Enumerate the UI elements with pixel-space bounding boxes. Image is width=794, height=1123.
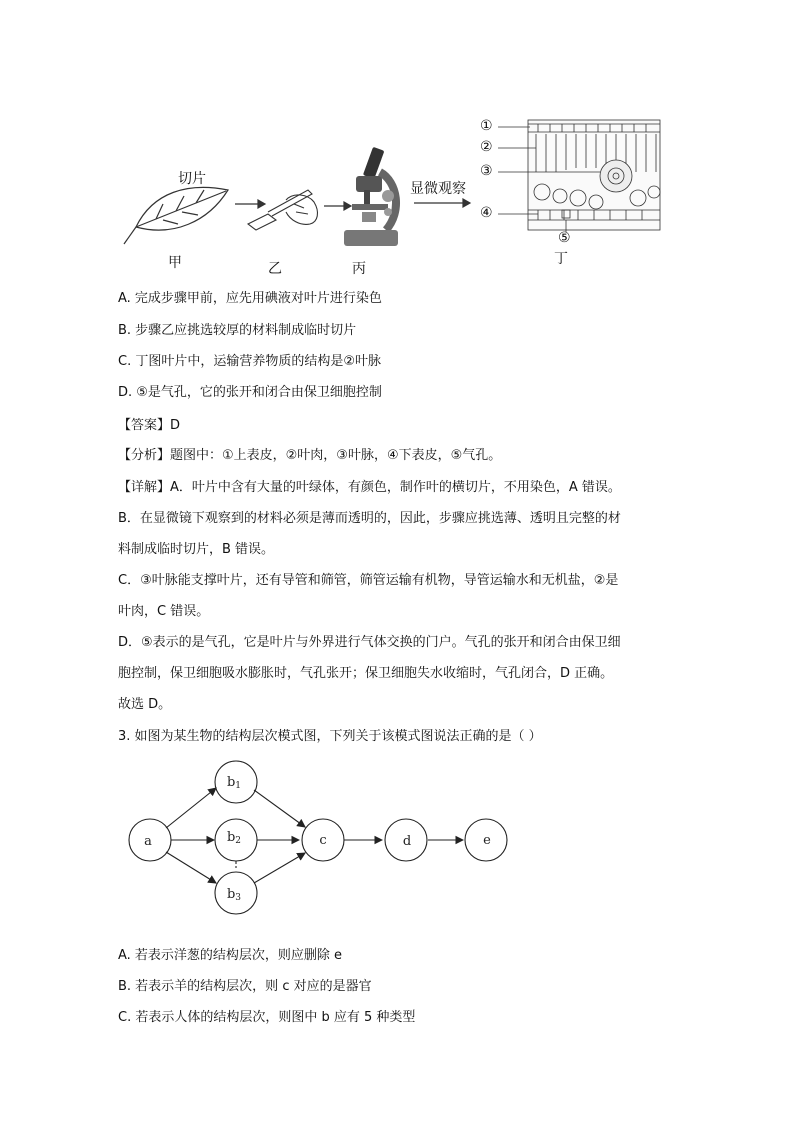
- node-e-label: e: [483, 833, 491, 848]
- detail-line: C．③叶脉能支撑叶片，还有导管和筛管，筛管运输有机物，导管运输水和无机盐，②是: [118, 573, 619, 588]
- structure-level-diagram: [118, 755, 518, 925]
- marker-5: ⑤: [558, 230, 571, 246]
- q2-option-a: A. 完成步骤甲前，应先用碘液对叶片进行染色: [118, 291, 382, 306]
- edge-a-b1: [166, 788, 216, 828]
- leaf-cross-section-drawing: [498, 120, 660, 232]
- microscope-observe-label: 显微观察: [410, 181, 466, 197]
- node-c-label: c: [319, 833, 327, 848]
- edge-b1-c: [254, 790, 305, 827]
- q2-option-c: C. 丁图叶片中，运输营养物质的结构是②叶脉: [118, 354, 381, 369]
- q3-option-a: A. 若表示洋葱的结构层次，则应删除 e: [118, 948, 343, 963]
- q2-option-b: B. 步骤乙应挑选较厚的材料制成临时切片: [118, 323, 357, 338]
- edge-a-b3: [166, 852, 216, 883]
- marker-4: ④: [480, 205, 493, 221]
- answer-line: 【答案】D: [118, 418, 181, 433]
- detail-line: 叶肉，C 错误。: [118, 604, 210, 619]
- q3-option-c: C. 若表示人体的结构层次，则图中 b 应有 5 种类型: [118, 1010, 416, 1025]
- structure-level-svg: [118, 755, 518, 925]
- node-d-label: d: [402, 834, 412, 849]
- node-b2-label: b2: [226, 830, 242, 846]
- step-jia-label: 甲: [168, 255, 182, 271]
- detail-line: 料制成临时切片，B 错误。: [118, 542, 275, 557]
- arrow-2: [324, 202, 351, 210]
- leaf-experiment-drawing: [118, 112, 678, 277]
- detail-line: 故选 D。: [118, 697, 172, 712]
- edge-b3-c: [254, 853, 305, 883]
- arrow-1: [235, 200, 265, 208]
- node-b1-label: b1: [226, 775, 242, 791]
- step-ding-label: 丁: [554, 251, 568, 267]
- marker-1: ①: [480, 118, 493, 134]
- leaf-drawing: [124, 187, 228, 244]
- node-b3-label: b3: [226, 887, 242, 903]
- q2-option-d: D. ⑤是气孔，它的张开和闭合由保卫细胞控制: [118, 385, 382, 400]
- slicing-hand-drawing: [248, 190, 317, 230]
- slice-label: 切片: [178, 171, 206, 187]
- marker-2: ②: [480, 139, 493, 155]
- analysis-line: 【分析】题图中：①上表皮，②叶肉，③叶脉，④下表皮，⑤气孔。: [118, 448, 502, 463]
- detail-line: 胞控制，保卫细胞吸水膨胀时，气孔张开；保卫细胞失水收缩时，气孔闭合，D 正确。: [118, 666, 614, 681]
- microscope-drawing: [344, 147, 398, 246]
- q3-stem: 3. 如图为某生物的结构层次模式图，下列关于该模式图说法正确的是（ ）: [118, 729, 542, 744]
- leaf-experiment-figure: [118, 112, 678, 277]
- step-bing-label: 丙: [352, 261, 366, 277]
- detail-line: 【详解】A．叶片中含有大量的叶绿体，有颜色，制作叶的横切片，不用染色，A 错误。: [118, 480, 621, 495]
- q3-option-b: B. 若表示羊的结构层次，则 c 对应的是器官: [118, 979, 372, 994]
- node-a-label: a: [144, 834, 152, 849]
- arrow-3: [414, 199, 470, 207]
- marker-3: ③: [480, 163, 493, 179]
- detail-line: D．⑤表示的是气孔，它是叶片与外界进行气体交换的门户。气孔的张开和闭合由保卫细: [118, 635, 621, 650]
- step-yi-label: 乙: [268, 261, 282, 277]
- detail-line: B．在显微镜下观察到的材料必须是薄而透明的，因此，步骤应挑选薄、透明且完整的材: [118, 511, 621, 526]
